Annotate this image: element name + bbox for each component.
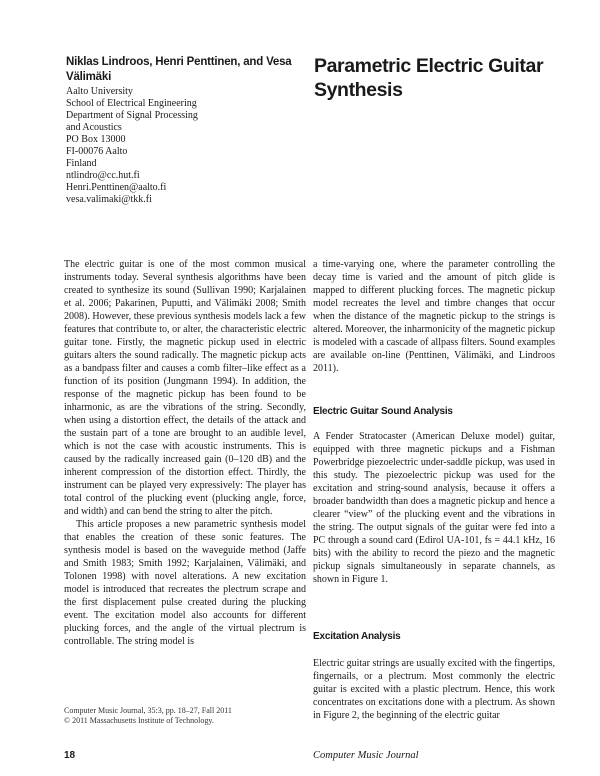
affiliation-line: FI-00076 Aalto	[66, 146, 128, 157]
body-paragraph: A Fender Stratocaster (American Deluxe model) guitar, equipped with three magnetic pickups and a Fishman Powerbridge piezoelectric under-saddle pickup, was used in this study. The piezoelectric pickup was used for the excitation and string-sound analysis, because it offers a broader bandwidth than does a magnetic pickup and hence a clearer “view” of the plucking event and the vibrations in the string. The output signals of the guitar were fed into a PC through a sound card (Edirol UA-101, fs = 44.1 kHz, 16 bits) with the ability to record the piezo and the magnetic pickup signals simultaneously in separate channels, as shown in Figure 1.	[313, 431, 555, 585]
citation-footnote	[64, 706, 314, 726]
citation-line: Computer Music Journal, 35:3, pp. 18–27, Fall 2011	[64, 706, 232, 715]
affiliation-block	[66, 86, 296, 206]
body-paragraph: a time-varying one, where the parameter controlling the decay time is varied and the amount of pitch glide is mapped to different plucking forces. The magnetic pickup model recreates the level and timbre changes that occur when the distance of the magnetic pickup to the strings is altered. Moreover, the inharmonicity of the magnetic pickup is modeled with a cascade of allpass filters. Sound examples are available on-line (Penttinen, Välimäki, and Lindroos 2011).	[313, 259, 555, 374]
author-email[interactable]: Henri.Penttinen@aalto.fi	[66, 182, 167, 193]
affiliation-line: and Acoustics	[66, 122, 122, 133]
affiliation-line: School of Electrical Engineering	[66, 98, 197, 109]
author-email[interactable]: ntlindro@cc.hut.fi	[66, 170, 140, 181]
affiliation-line: Finland	[66, 158, 97, 169]
affiliation-line: Aalto University	[66, 86, 133, 97]
copyright-line: © 2011 Massachusetts Institute of Technology.	[64, 716, 214, 725]
author-names: Niklas Lindroos, Henri Penttinen, and Vesa Välimäki	[66, 56, 292, 83]
right-column	[313, 258, 555, 722]
left-column	[64, 258, 306, 648]
paper-title: Parametric Electric Guitar Synthesis	[314, 55, 544, 101]
body-paragraph: This article proposes a new parametric synthesis model that enables the creation of these sonic features. The synthesis model is based on the waveguide method (Jaffe and Smith 1983; Smith 1992; Karjalainen, Välimäki, and Tolonen 1998) with novel alterations. A new excitation model is introduced that recreates the plectrum scrape and the first displacement pulse created during the plucking event. The excitation model also accounts for different plucking forces, and the angle of the virtual plectrum is controllable. The string model is	[64, 519, 306, 647]
body-paragraph: Electric guitar strings are usually excited with the fingertips, fingernails, or a plectrum. Most commonly the electric guitar is excited with a plastic plectrum. Hence, this work concentrates on excitations done with a plectrum. As shown in Figure 2, the beginning of the electric guitar	[313, 658, 555, 721]
affiliation-line: Department of Signal Processing	[66, 110, 198, 121]
journal-name: Computer Music Journal	[313, 750, 419, 761]
author-email[interactable]: vesa.valimaki@tkk.fi	[66, 194, 152, 205]
section-heading: Electric Guitar Sound Analysis	[313, 406, 453, 417]
section-heading: Excitation Analysis	[313, 631, 401, 642]
affiliation-line: PO Box 13000	[66, 134, 126, 145]
page-number: 18	[64, 750, 76, 761]
body-paragraph: The electric guitar is one of the most common musical instruments today. Several synthesis algorithms have been created to synthesize its sound (Sullivan 1990; Karjalainen et al. 2006; Pakarinen, Puputti, and Välimäki 2008; Smith 2008). However, these previous synthesis models lack a few features that contribute to, or alter, the characteristic electric guitar tone. Firstly, the magnetic pickup used in electric guitars alters the sound radically. The magnetic pickup acts as a bandpass filter and causes a comb filter–like effect as a function of its position (Jungmann 1994). In addition, the response of the magnetic pickup has been found to be inharmonic, as are the vibrations of the string. Secondly, when using a distortion effect, the details of the attack and the sustain part of a tone are brought to an audible level, which is not the case with acoustic instruments. This is caused by the radically increased gain (0–120 dB) and the inherent compression of the distortion effect. Thirdly, the instrument can be played very expressively: The player has total control of the plucking event (plucking angle, force, and width) and can bend the string to alter the pitch.	[64, 259, 306, 517]
